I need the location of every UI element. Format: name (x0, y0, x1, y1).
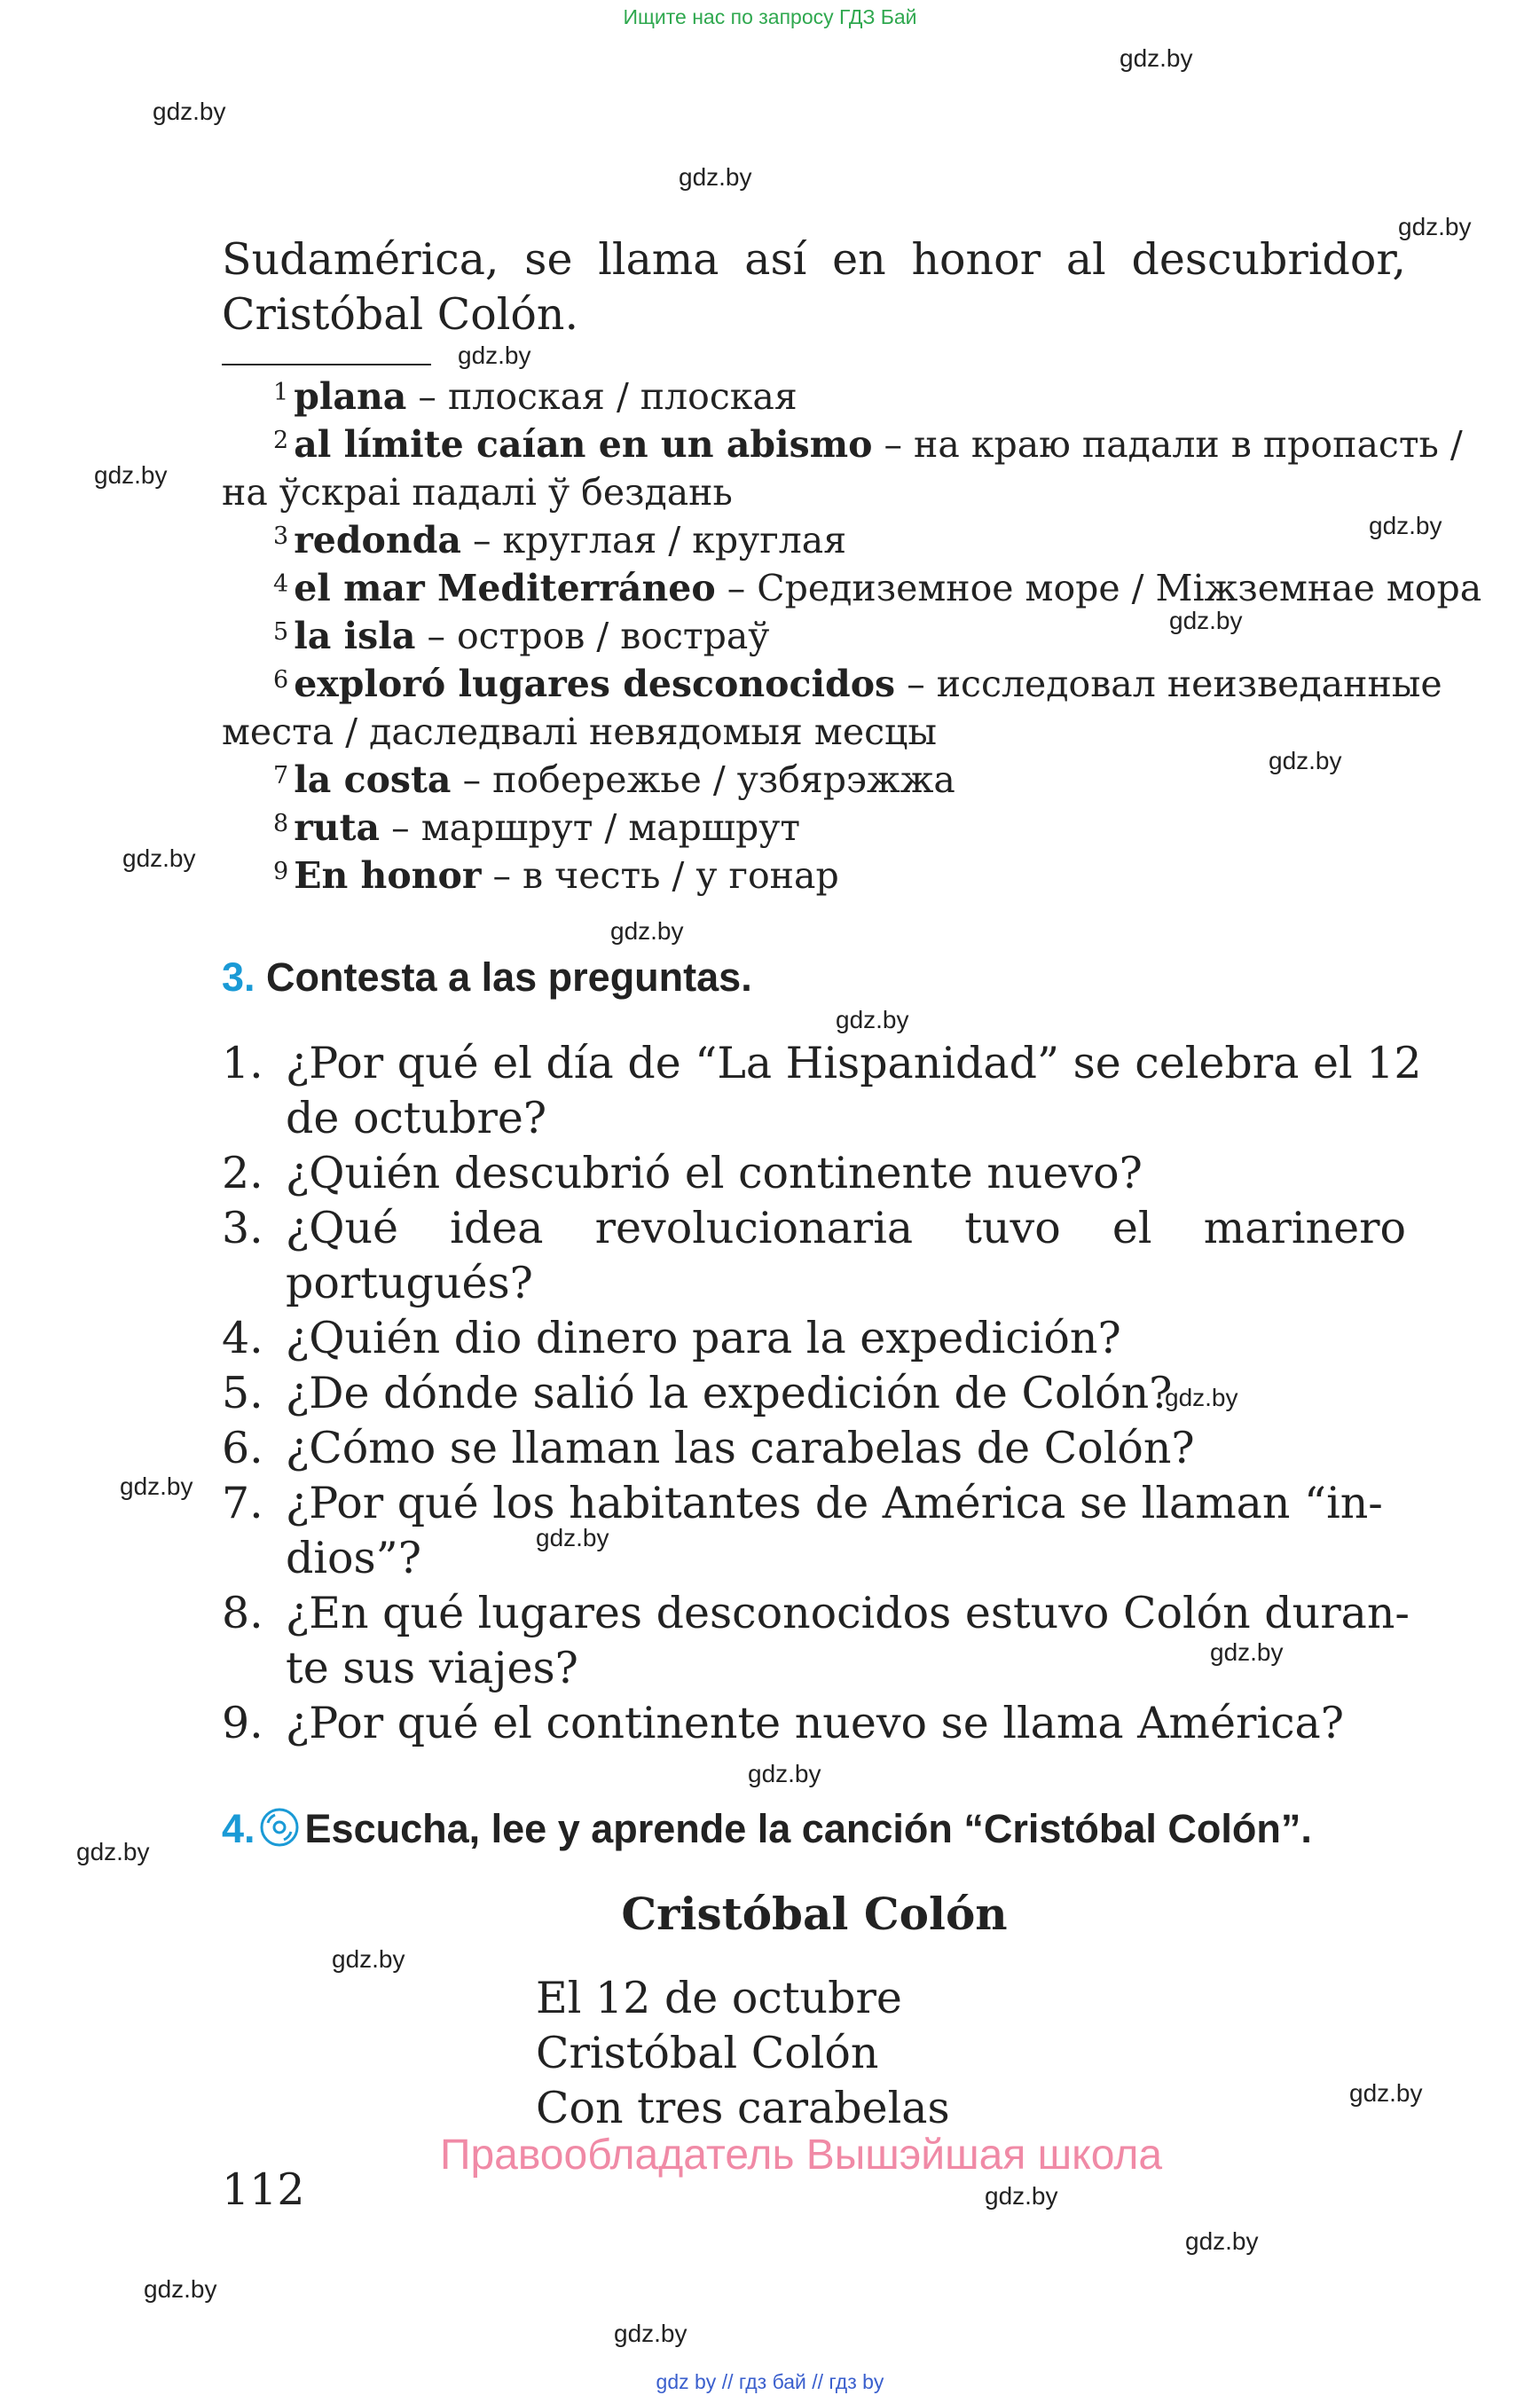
song-verse-line: El 12 de octubre (536, 1973, 902, 2023)
exercise-number: 4. (222, 1806, 255, 1851)
intro-line: Cristóbal Colón. (222, 289, 579, 340)
footnote (273, 516, 846, 564)
question-text: ¿Quién dio dinero para la expedición? (286, 1313, 1121, 1363)
watermark: gdz.by (1398, 213, 1472, 240)
question (222, 1036, 1422, 1091)
footnote-number: 5 (273, 618, 289, 646)
question-number: 3. (222, 1203, 263, 1253)
question-text: ¿Quién descubrió el continente nuevo? (286, 1148, 1143, 1198)
footnote (273, 804, 800, 852)
footnote-translation: – в честь / у гонар (492, 854, 839, 897)
exercise-title: Contesta a las preguntas (266, 954, 742, 1000)
song-title: Cristóbal Colón (621, 1888, 1008, 1940)
footnote (273, 660, 1442, 708)
footnote-term: la isla (294, 615, 416, 657)
footnote-translation: – на краю падали в пропасть / (884, 423, 1463, 466)
footnote-term: redonda (294, 519, 461, 561)
watermark: gdz.by (985, 2182, 1058, 2210)
watermark: gdz.by (1165, 1384, 1238, 1411)
question-number: 2. (222, 1148, 263, 1198)
footnote-number: 6 (273, 666, 289, 694)
watermark: gdz.by (836, 1006, 909, 1033)
question-number: 5. (222, 1368, 263, 1418)
footnote-continuation: на ўскраі падалі ў бездань (222, 471, 733, 514)
footnote (273, 852, 839, 899)
footnote-translation: – маршрут / маршрут (391, 806, 801, 849)
question (222, 1476, 1383, 1531)
copyright-notice: Правообладатель Вышэйшая школа (439, 2132, 1163, 2179)
question-continuation: te sus viajes? (286, 1643, 578, 1693)
question-text: ¿De dónde salió la expedición de Colón? (286, 1368, 1173, 1418)
watermark: gdz.by (94, 461, 168, 489)
watermark: gdz.by (76, 1838, 150, 1865)
exercise-number: 3. (222, 954, 255, 1000)
question-number: 9. (222, 1698, 263, 1748)
watermark: gdz.by (1210, 1638, 1284, 1666)
watermark: gdz.by (122, 844, 196, 872)
footnote (273, 373, 798, 420)
watermark: gdz.by (1269, 747, 1342, 774)
watermark: gdz.by (458, 342, 531, 369)
question (222, 1586, 1410, 1641)
footnote (273, 420, 1463, 468)
bottom-banner: gdz by // гдз бай // гдз by (656, 2370, 884, 2393)
watermark: gdz.by (1185, 2227, 1259, 2255)
footnote-number: 4 (273, 570, 289, 598)
exercise-title: Escucha, lee y aprende la canción “Cristóbal Colón”. (304, 1806, 1312, 1851)
question-number: 4. (222, 1313, 263, 1363)
footnote-number: 1 (273, 379, 289, 406)
question-text: ¿Por qué los habitantes de América se llaman “in- (286, 1478, 1383, 1528)
footnote-translation: – Средиземное море / Міжземнае мора (727, 567, 1482, 609)
exercise-3-heading (222, 954, 752, 1001)
audio-disc-icon (259, 1807, 300, 1848)
watermark: gdz.by (1120, 44, 1193, 72)
question-text: ¿Qué idea revolucionaria tuvo el marinero (286, 1203, 1406, 1253)
footnote-translation: – остров / востраў (427, 615, 770, 657)
footnote-divider (222, 364, 431, 365)
question-text: ¿Por qué el continente nuevo se llama América? (286, 1698, 1345, 1748)
question-number: 6. (222, 1423, 263, 1473)
footnote-number: 9 (273, 858, 289, 885)
question-continuation: de octubre? (286, 1093, 547, 1143)
watermark: gdz.by (332, 1945, 405, 1973)
footnote-translation: – побережье / узбярэжжа (462, 758, 955, 801)
song-verse-line: Cristóbal Colón (536, 2028, 879, 2078)
footnote (273, 564, 1481, 612)
watermark: gdz.by (679, 163, 752, 191)
footnote-continuation: места / даследвалі невядомыя месцы (222, 711, 938, 753)
question-continuation: portugués? (286, 1258, 533, 1308)
watermark: gdz.by (1169, 607, 1243, 634)
question-number: 1. (222, 1038, 263, 1088)
footnote-translation: – исследовал неизведанные (907, 663, 1442, 705)
footnote-term: En honor (294, 854, 482, 897)
intro-line: Sudamérica, se llama así en honor al descubridor, (222, 234, 1406, 285)
watermark: gdz.by (153, 98, 226, 125)
page-number: 112 (222, 2164, 305, 2215)
question (222, 1201, 286, 1256)
question-text: ¿Cómo se llaman las carabelas de Colón? (286, 1423, 1195, 1473)
top-banner: Ищите нас по запросу ГДЗ Бай (623, 5, 917, 28)
footnote-term: la costa (294, 758, 452, 801)
exercise-4-heading (222, 1806, 1312, 1852)
footnote-term: al límite caían en un abismo (294, 423, 873, 466)
footnote-term: plana (294, 375, 407, 418)
exercise-title-period: . (741, 954, 752, 1000)
watermark: gdz.by (1369, 512, 1442, 539)
footnote-term: ruta (294, 806, 381, 849)
question-text: ¿Por qué el día de “La Hispanidad” se celebra el 12 (286, 1038, 1422, 1088)
footnote-term: exploró lugares desconocidos (294, 663, 896, 705)
question-number: 8. (222, 1588, 263, 1638)
question (222, 1421, 1195, 1476)
watermark: gdz.by (1349, 2079, 1423, 2107)
watermark: gdz.by (144, 2275, 217, 2303)
question (222, 1366, 1172, 1421)
watermark: gdz.by (120, 1472, 193, 1500)
question-number: 7. (222, 1478, 263, 1528)
footnote-number: 8 (273, 810, 289, 837)
watermark: gdz.by (610, 917, 684, 945)
footnote-translation: – плоская / плоская (418, 375, 798, 418)
footnote-number: 2 (273, 427, 289, 454)
question (222, 1311, 1121, 1366)
question (222, 1146, 1143, 1201)
watermark: gdz.by (748, 1760, 821, 1787)
watermark: gdz.by (614, 2320, 688, 2347)
footnote-number: 7 (273, 762, 289, 789)
footnote-term: el mar Mediterráneo (294, 567, 716, 609)
footnote-translation: – круглая / круглая (472, 519, 847, 561)
footnote (273, 756, 955, 804)
song-verse-line: Con tres carabelas (536, 2083, 950, 2133)
question-text: ¿En qué lugares desconocidos estuvo Colón duran- (286, 1588, 1410, 1638)
question-continuation: dios”? (286, 1533, 422, 1583)
watermark: gdz.by (536, 1524, 609, 1551)
footnote-number: 3 (273, 522, 289, 550)
question (222, 1696, 1344, 1751)
footnote (273, 612, 769, 660)
